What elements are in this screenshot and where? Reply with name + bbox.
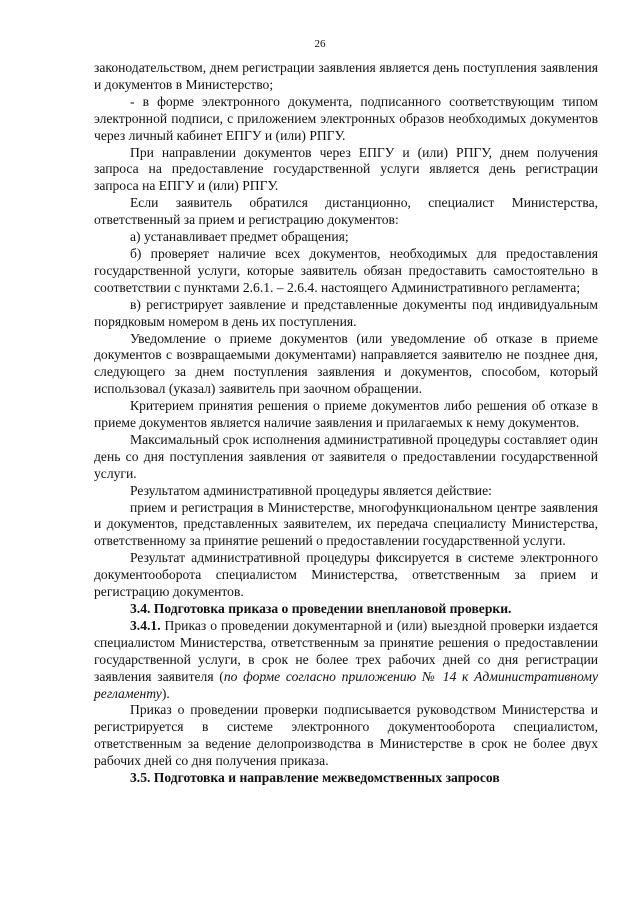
paragraph: законодательством, днем регистрации заявления является день поступления заявления и документов в Министерство; bbox=[94, 60, 598, 92]
paragraph-3-4-1 bbox=[94, 618, 598, 703]
paragraph: Результат административной процедуры фиксируется в системе электронного документооборота специалистом Министерства, ответственным за прием и регистрацию документов. bbox=[94, 550, 598, 600]
section-heading-3-5: 3.5. Подготовка и направление межведомственных запросов bbox=[130, 770, 500, 786]
paragraph: Уведомление о приеме документов (или уведомление об отказе в приеме документов с возвращаемыми документами) направляется заявителю не позднее дня, следующего за днем поступления заявления и документов, способом, который использовал (указал) заявитель при заочном обращении. bbox=[94, 330, 598, 397]
clause-number: 3.4.1. bbox=[130, 617, 161, 633]
paragraph: Максимальный срок исполнения административной процедуры составляет один день со дня поступления заявления от заявителя о предоставлении государственной услуги. bbox=[94, 431, 598, 481]
clause-tail: ). bbox=[161, 685, 170, 701]
page-number: 26 bbox=[314, 38, 326, 50]
paragraph: При направлении документов через ЕПГУ и (или) РПГУ, днем получения запроса на предоставление государственной услуги является день регистрации запроса на ЕПГУ и (или) РПГУ. bbox=[94, 144, 598, 194]
paragraph: Результатом административной процедуры является действие: bbox=[130, 482, 492, 498]
appendix-reference: по форме согласно приложению № 14 к Административному регламенту bbox=[94, 668, 599, 701]
list-item: в) регистрирует заявление и представленные документы под индивидуальным порядковым номером в день их поступления. bbox=[94, 296, 598, 329]
document-body bbox=[94, 60, 598, 787]
list-item: б) проверяет наличие всех документов, необходимых для предоставления государственной услуги, которые заявитель обязан предоставить самостоятельно в соответствии с пунктами 2.6.1. – 2.6.4. настоящего Административного регламента; bbox=[94, 245, 598, 295]
section-heading-3-4: 3.4. Подготовка приказа о проведении внеплановой проверки. bbox=[130, 601, 512, 616]
paragraph: - в форме электронного документа, подписанного соответствующим типом электронной подписи, с приложением электронных образов необходимых документов через личный кабинет ЕПГУ и (или) РПГУ. bbox=[94, 93, 598, 143]
list-item: а) устанавливает предмет обращения; bbox=[130, 229, 349, 245]
paragraph: прием и регистрация в Министерстве, многофункциональном центре заявления и документов, представленных заявителем, их передача специалисту Министерства, ответственному за принятие решений о предоставлении государственной услуги. bbox=[94, 499, 598, 549]
paragraph: Критерием принятия решения о приеме документов либо решения об отказе в приеме документов является наличие заявления и прилагаемых к нему документов. bbox=[94, 398, 598, 431]
clause-text: Приказ о проведении документарной и (или) выездной проверки издается специалистом Министерства, ответственным за принятие решения о предоставлении государственной услуги, в срок не более трех рабочих дней со дня регистрации заявления заявителя ( bbox=[94, 617, 598, 684]
paragraph: Приказ о проведении проверки подписывается руководством Министерства и регистрируется в системе электронного документооборота специалистом, ответственным за ведение делопроизводства в Министерстве в срок не более двух рабочих дней со дня получения приказа. bbox=[94, 702, 598, 769]
paragraph: Если заявитель обратился дистанционно, специалист Министерства, ответственный за прием и регистрацию документов: bbox=[94, 195, 598, 228]
